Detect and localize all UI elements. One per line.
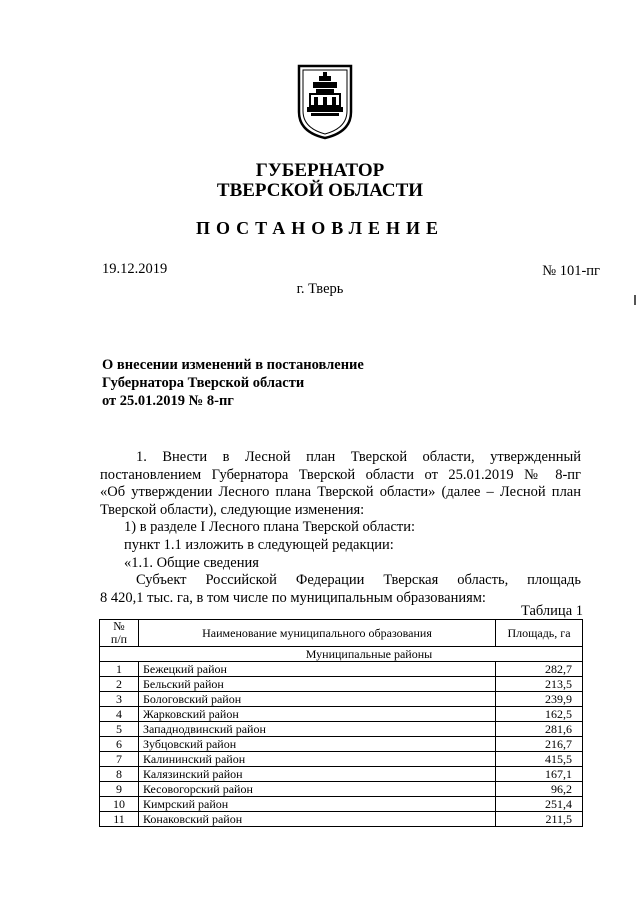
table-row: [100, 797, 583, 812]
row-number: 4: [100, 707, 139, 722]
row-area: 213,5: [496, 677, 583, 692]
row-name: Кимрский район: [139, 797, 496, 812]
table-row: [100, 662, 583, 677]
row-number: 10: [100, 797, 139, 812]
table-row: [100, 767, 583, 782]
row-name: Бельский район: [139, 677, 496, 692]
document-date: 19.12.2019: [102, 261, 168, 277]
row-number: 6: [100, 737, 139, 752]
table-header-row: [100, 620, 583, 647]
header-line-1: ГУБЕРНАТОР: [255, 160, 385, 181]
row-area: 282,7: [496, 662, 583, 677]
row-area: 239,9: [496, 692, 583, 707]
row-name: Зубцовский район: [139, 737, 496, 752]
document-title: [102, 356, 422, 410]
row-name: Западнодвинский район: [139, 722, 496, 737]
table-row: [100, 812, 583, 827]
row-area: 216,7: [496, 737, 583, 752]
row-number: 2: [100, 677, 139, 692]
row-number: 7: [100, 752, 139, 767]
document-type: ПОСТАНОВЛЕНИЕ: [195, 218, 445, 238]
table-row: [100, 707, 583, 722]
table-group-row: [100, 647, 583, 662]
row-area: 96,2: [496, 782, 583, 797]
row-number: 5: [100, 722, 139, 737]
row-number: 8: [100, 767, 139, 782]
group-label: Муниципальные районы: [100, 647, 583, 662]
table-row: [100, 782, 583, 797]
municipal-areas-table: [99, 619, 583, 827]
header-line-2: ТВЕРСКОЙ ОБЛАСТИ: [216, 180, 424, 201]
body-paragraph-2: 1) в разделе I Лесного плана Тверской области:: [124, 519, 416, 536]
row-name: Калязинский район: [139, 767, 496, 782]
coat-of-arms-emblem: [295, 62, 355, 140]
row-area: 281,6: [496, 722, 583, 737]
row-number: 11: [100, 812, 139, 827]
title-line-3: от 25.01.2019 № 8-пг: [102, 393, 234, 409]
table-row: [100, 677, 583, 692]
row-area: 167,1: [496, 767, 583, 782]
body-paragraph-4: «1.1. Общие сведения: [124, 554, 259, 571]
column-header-area: Площадь, га: [496, 620, 583, 647]
body-paragraph-3: пункт 1.1 изложить в следующей редакции:: [124, 536, 394, 553]
document-body: [100, 449, 581, 607]
title-line-2: Губернатора Тверской области: [102, 375, 305, 391]
column-header-number-line-1: №: [113, 619, 125, 633]
table-row: [100, 722, 583, 737]
row-area: 162,5: [496, 707, 583, 722]
row-area: 211,5: [496, 812, 583, 827]
column-header-number-line-2: п/п: [110, 632, 128, 646]
row-name: Жарковский район: [139, 707, 496, 722]
table-body: [100, 647, 583, 827]
table-row: [100, 737, 583, 752]
body-paragraph-1-line-1: 1. Внести в Лесной план Тверской области, утвержденный: [136, 449, 581, 465]
body-paragraph-5-line-2: 8 420,1 тыс. га, в том числе по муниципальным образованиям:: [100, 589, 486, 606]
row-area: 251,4: [496, 797, 583, 812]
body-paragraph-1-line-4: Тверской области), следующие изменения:: [100, 501, 365, 518]
body-paragraph-1-line-2: постановлением Губернатора Тверской области от 25.01.2019 № 8-пг: [100, 466, 581, 483]
table-caption: Таблица 1: [520, 603, 583, 619]
row-name: Конаковский район: [139, 812, 496, 827]
document-city: г. Тверь: [296, 281, 344, 297]
row-number: 9: [100, 782, 139, 797]
row-number: 1: [100, 662, 139, 677]
column-header-number: [100, 620, 139, 647]
margin-mark: [634, 295, 636, 305]
body-paragraph-5-line-1: Субъект Российской Федерации Тверская область, площадь: [136, 572, 581, 589]
column-header-name: Наименование муниципального образования: [139, 620, 496, 647]
row-name: Калининский район: [139, 752, 496, 767]
body-paragraph-1-line-3: «Об утверждении Лесного плана Тверской области» (далее – Лесной план: [100, 484, 581, 501]
row-name: Бежецкий район: [139, 662, 496, 677]
row-area: 415,5: [496, 752, 583, 767]
document-number: № 101-пг: [542, 263, 600, 279]
title-line-1: О внесении изменений в постановление: [102, 357, 364, 373]
row-name: Бологовский район: [139, 692, 496, 707]
table-row: [100, 752, 583, 767]
row-name: Кесовогорский район: [139, 782, 496, 797]
table-row: [100, 692, 583, 707]
row-number: 3: [100, 692, 139, 707]
